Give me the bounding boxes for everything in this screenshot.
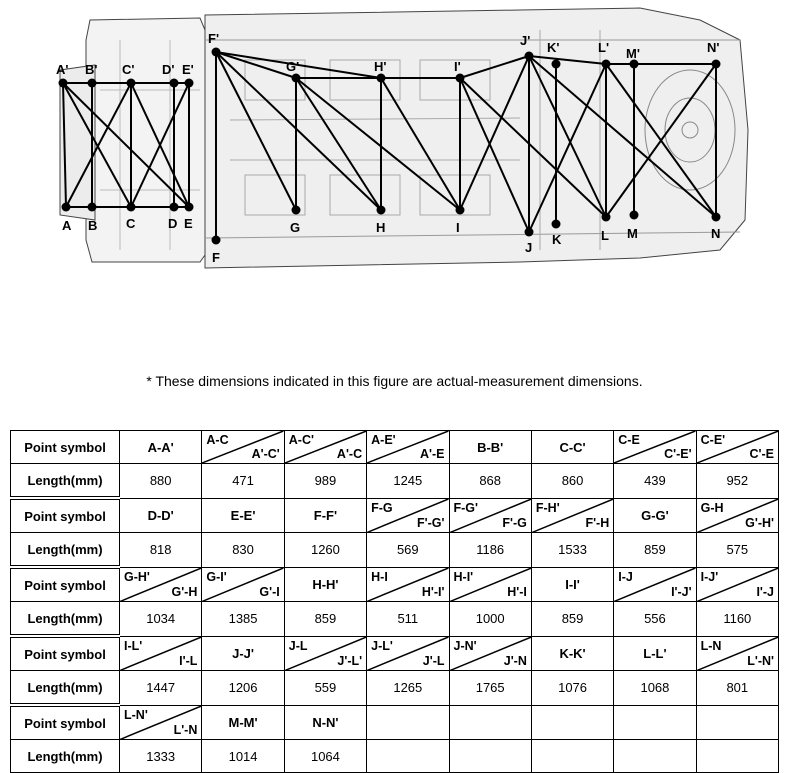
length-header: Length(mm) [11,533,120,568]
point-symbol-cell: F-F' [284,498,366,533]
length-cell: 989 [284,464,366,499]
length-cell: 1245 [367,464,449,499]
point-symbol-cell [449,567,531,602]
dimension-table-body [11,431,779,773]
label-i-prime: I' [454,59,461,74]
point-symbol-cell: K-K' [531,636,613,671]
point-symbol-secondary: I'-J [756,585,774,599]
label-j: J [525,240,533,255]
point-symbol-cell [614,567,696,602]
point-symbol-secondary: A'-C [336,447,363,461]
length-cell: 1064 [284,740,366,773]
point-symbol-secondary: H'-I' [421,585,445,599]
length-cell: 1014 [202,740,284,773]
point-symbol-primary: L-N' [124,707,148,722]
length-cell: 859 [284,602,366,637]
point-symbol-cell: J-J' [202,636,284,671]
length-cell: 860 [531,464,613,499]
point-symbol-cell: E-E' [202,498,284,533]
label-f-prime: F' [208,31,220,46]
label-a-prime: A' [56,62,69,77]
point-symbol-primary: G-H' [124,569,150,584]
point-symbol-primary: J-N' [453,638,477,653]
point-symbol-cell: D-D' [120,498,202,533]
point-symbol-primary: F-G [371,500,393,515]
point-symbol-secondary: G'-H [171,585,198,599]
point-symbol-cell [696,567,778,602]
point-symbol-secondary: A'-E [420,447,445,461]
point-symbol-secondary: J'-L' [337,654,363,668]
point-symbol-primary: I-L' [124,638,143,653]
point-symbol-cell [449,498,531,533]
point-symbol-secondary: J'-L [422,654,445,668]
point-symbol-header: Point symbol [11,431,120,464]
length-cell: 1533 [531,533,613,568]
length-cell: 859 [531,602,613,637]
label-m-prime: M' [626,46,640,61]
underbody-diagram [0,0,789,300]
point-symbol-cell [284,431,366,464]
length-header: Length(mm) [11,740,120,773]
point-symbol-cell: C-C' [531,431,613,464]
point-symbol-secondary: F'-G [502,516,527,530]
point-symbol-header: Point symbol [11,705,120,740]
point-symbol-cell [367,567,449,602]
point-symbol-cell: B-B' [449,431,531,464]
point-symbol-primary: I-J [618,569,633,584]
symbol-row [11,705,779,740]
point-symbol-cell [202,431,284,464]
length-cell: 1260 [284,533,366,568]
length-cell [367,740,449,773]
label-e-prime: E' [182,62,194,77]
point-symbol-primary: A-E' [371,433,396,447]
point-symbol-secondary: C'-E [749,447,774,461]
point-symbol-cell [202,567,284,602]
point-symbol-primary: H-I [371,569,388,584]
symbol-row [11,567,779,602]
label-f: F [212,250,220,265]
length-row [11,464,779,499]
point-symbol-secondary: L'-N [173,723,198,737]
point-symbol-primary: J-L [288,638,308,653]
point-symbol-cell: N-N' [284,705,366,740]
length-cell: 1000 [449,602,531,637]
label-d: D [168,216,178,231]
label-g-prime: G' [286,59,300,74]
symbol-row [11,636,779,671]
label-a: A [62,218,72,233]
point-symbol-cell [449,636,531,671]
length-cell: 868 [449,464,531,499]
label-d-prime: D' [162,62,175,77]
point-symbol-cell [531,705,613,740]
length-cell [449,740,531,773]
point-symbol-header: Point symbol [11,498,120,533]
length-row [11,740,779,773]
length-cell: 1034 [120,602,202,637]
label-e: E [184,216,193,231]
point-symbol-cell: L-L' [614,636,696,671]
length-header: Length(mm) [11,671,120,706]
point-symbol-cell [367,431,449,464]
symbol-row [11,431,779,464]
label-c: C [126,216,136,231]
point-symbol-cell: M-M' [202,705,284,740]
label-n-prime: N' [707,40,720,55]
point-symbol-secondary: H'-I [507,585,527,599]
length-cell: 1765 [449,671,531,706]
point-symbol-cell [696,431,778,464]
point-symbol-secondary: F'-G' [417,516,445,530]
point-symbol-secondary: I'-J' [671,585,692,599]
label-i: I [456,220,460,235]
point-symbol-primary: F-G' [453,500,478,515]
point-symbol-primary: I-J' [700,569,719,584]
point-symbol-cell: G-G' [614,498,696,533]
point-symbol-secondary: C'-E' [664,447,692,461]
label-h: H [376,220,386,235]
length-row [11,671,779,706]
point-symbol-secondary: F'-H [585,516,610,530]
length-cell: 511 [367,602,449,637]
length-cell: 1447 [120,671,202,706]
point-symbol-primary: J-L' [371,638,393,653]
point-symbol-cell [696,498,778,533]
point-symbol-cell: A-A' [120,431,202,464]
point-symbol-cell [614,705,696,740]
point-symbol-primary: F-H' [535,500,560,515]
point-symbol-cell [696,705,778,740]
point-symbol-cell [531,498,613,533]
label-m: M [627,226,638,241]
length-cell: 1186 [449,533,531,568]
point-symbol-header: Point symbol [11,636,120,671]
point-symbol-cell [367,636,449,671]
length-header: Length(mm) [11,602,120,637]
point-symbol-primary: H-I' [453,569,474,584]
point-symbol-secondary: I'-L [179,654,198,668]
dimension-table [10,430,779,773]
length-cell: 952 [696,464,778,499]
point-symbol-cell [367,705,449,740]
label-j-prime: J' [520,33,531,48]
point-symbol-cell [284,636,366,671]
length-cell: 830 [202,533,284,568]
length-header: Length(mm) [11,464,120,499]
length-cell: 569 [367,533,449,568]
point-symbol-primary: G-I' [206,569,227,584]
point-symbol-header: Point symbol [11,567,120,602]
point-symbol-secondary: G'-I [259,585,280,599]
label-k: K [552,232,562,247]
length-cell: 1333 [120,740,202,773]
label-b-prime: B' [85,62,98,77]
length-cell: 880 [120,464,202,499]
point-symbol-cell [614,431,696,464]
point-symbol-cell [367,498,449,533]
point-symbol-cell [696,636,778,671]
label-k-prime: K' [547,40,560,55]
point-symbol-cell: I-I' [531,567,613,602]
label-l: L [601,228,609,243]
length-cell: 1206 [202,671,284,706]
point-symbol-cell [449,705,531,740]
length-cell: 818 [120,533,202,568]
measurement-note: * These dimensions indicated in this figure are actual-measurement dimensions. [146,373,643,389]
length-cell [531,740,613,773]
length-cell: 801 [696,671,778,706]
length-cell: 1160 [696,602,778,637]
length-cell: 439 [614,464,696,499]
point-symbol-primary: L-N [700,638,722,653]
point-symbol-primary: A-C [206,433,229,447]
length-row [11,602,779,637]
point-symbol-secondary: G'-H' [745,516,774,530]
label-b: B [88,218,98,233]
point-symbol-primary: C-E' [700,433,726,447]
label-n: N [711,226,721,241]
point-symbol-cell [120,636,202,671]
length-cell: 1265 [367,671,449,706]
length-cell: 859 [614,533,696,568]
point-symbol-secondary: A'-C' [251,447,280,461]
point-symbol-primary: G-H [700,500,724,515]
point-symbol-cell [120,705,202,740]
length-cell: 471 [202,464,284,499]
point-symbol-primary: C-E [618,433,640,447]
label-h-prime: H' [374,59,387,74]
length-cell [696,740,778,773]
length-row [11,533,779,568]
symbol-row [11,498,779,533]
point-symbol-secondary: J'-N [503,654,527,668]
length-cell: 559 [284,671,366,706]
label-l-prime: L' [598,40,610,55]
length-cell: 1068 [614,671,696,706]
length-cell [614,740,696,773]
point-symbol-primary: A-C' [288,433,314,447]
label-c-prime: C' [122,62,135,77]
label-g: G [290,220,301,235]
length-cell: 1385 [202,602,284,637]
length-cell: 556 [614,602,696,637]
point-symbol-secondary: L'-N' [747,654,774,668]
point-symbol-cell [120,567,202,602]
point-symbol-cell: H-H' [284,567,366,602]
length-cell: 575 [696,533,778,568]
length-cell: 1076 [531,671,613,706]
